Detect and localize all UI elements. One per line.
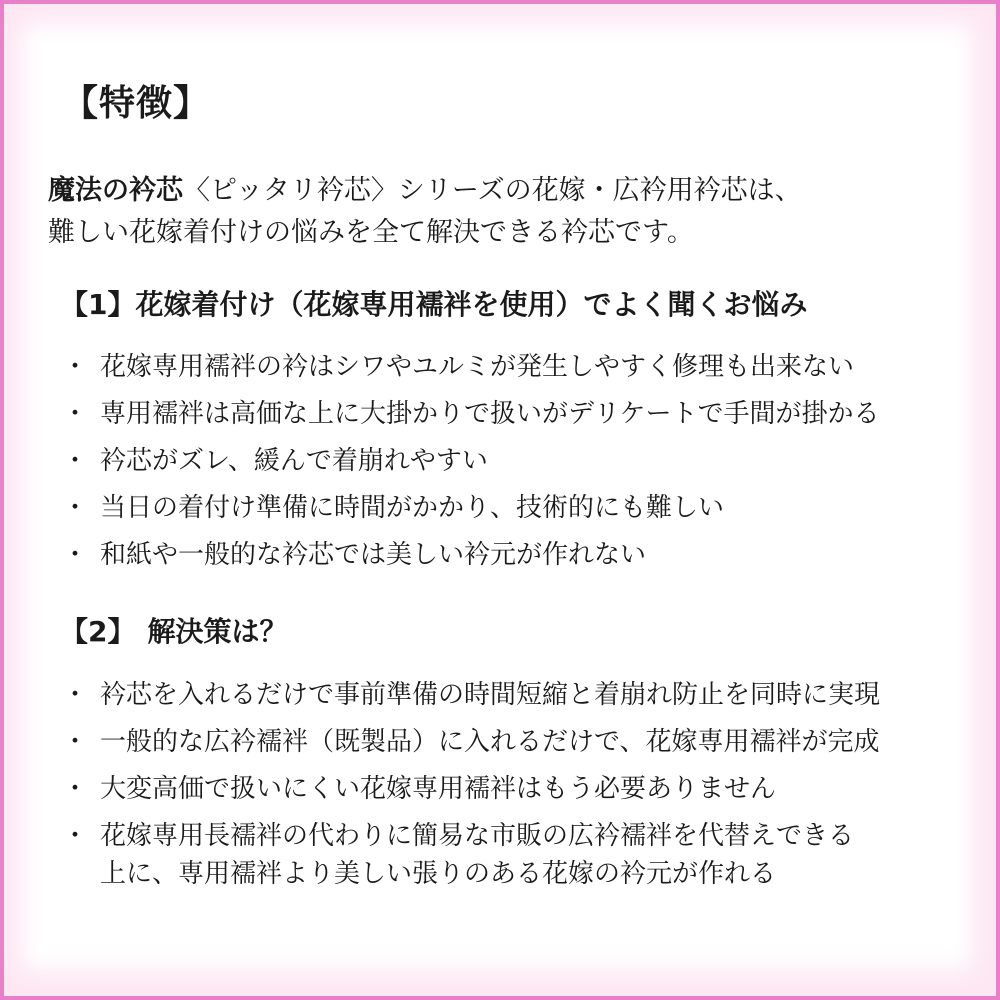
section-2-list: [62, 680, 880, 910]
bullet-icon: ・: [62, 399, 89, 429]
list-item: [62, 727, 880, 757]
section-1-number: 【1】: [60, 288, 136, 321]
list-item: [62, 399, 879, 429]
section-2-title: 解決策は？: [147, 615, 288, 648]
bullet-icon: ・: [62, 727, 89, 757]
list-item-text-line-1: 花嫁専用長襦袢の代わりに簡易な市販の広衿襦袢を代替えできる: [100, 821, 855, 851]
list-item-text: 衿芯を入れるだけで事前準備の時間短縮と着崩れ防止を同時に実現: [100, 680, 881, 710]
bullet-icon: ・: [62, 493, 89, 523]
list-item: [62, 446, 879, 476]
list-item-text: 和紙や一般的な衿芯では美しい衿元が作れない: [100, 540, 647, 570]
bullet-icon: ・: [62, 680, 89, 710]
page-title: 【特徴】: [62, 83, 211, 124]
list-item: [62, 540, 879, 570]
list-item-text: 当日の着付け準備に時間がかかり、技術的にも難しい: [100, 493, 725, 523]
list-item-text: 花嫁専用襦袢の衿はシワやユルミが発生しやすく修理も出来ない: [100, 352, 855, 382]
intro-text: [48, 170, 802, 254]
product-name: 魔法の衿芯: [48, 175, 183, 206]
bullet-icon: ・: [62, 821, 89, 851]
list-item: [62, 817, 880, 893]
intro-line-2: 難しい花嫁着付けの悩みを全て解決できる衿芯です。: [48, 217, 694, 248]
list-item: [62, 352, 879, 382]
list-item-text: 専用襦袢は高価な上に大掛かりで扱いがデリケートで手間が掛かる: [100, 399, 880, 429]
bullet-icon: ・: [62, 352, 89, 382]
list-item-text: 大変高価で扱いにくい花嫁専用襦袢はもう必要ありません: [100, 774, 777, 804]
bullet-icon: ・: [62, 774, 89, 804]
section-1-title: 花嫁着付け（花嫁専用襦袢を使用）でよく聞くお悩み: [135, 288, 808, 321]
intro-line-1: [48, 170, 802, 212]
section-2-number: 【2】: [60, 615, 136, 648]
section-1-list: [62, 352, 879, 587]
list-item: [62, 680, 880, 710]
list-item: [62, 493, 879, 523]
section-1-heading: [60, 287, 808, 323]
list-item-text: 一般的な広衿襦袢（既製品）に入れるだけで、花嫁専用襦袢が完成: [100, 727, 880, 757]
bullet-icon: ・: [62, 446, 89, 476]
list-item-text: 衿芯がズレ、緩んで着崩れやすい: [100, 446, 488, 476]
intro-line-1-rest: 〈ピッタリ衿芯〉シリーズの花嫁・広衿用衿芯は、: [183, 175, 802, 206]
section-2-heading: [60, 614, 288, 650]
bullet-icon: ・: [62, 540, 89, 570]
list-item: [62, 774, 880, 804]
list-item-text-line-2: 上に、専用襦袢より美しい張りのある花嫁の衿元が作れる: [100, 859, 777, 889]
